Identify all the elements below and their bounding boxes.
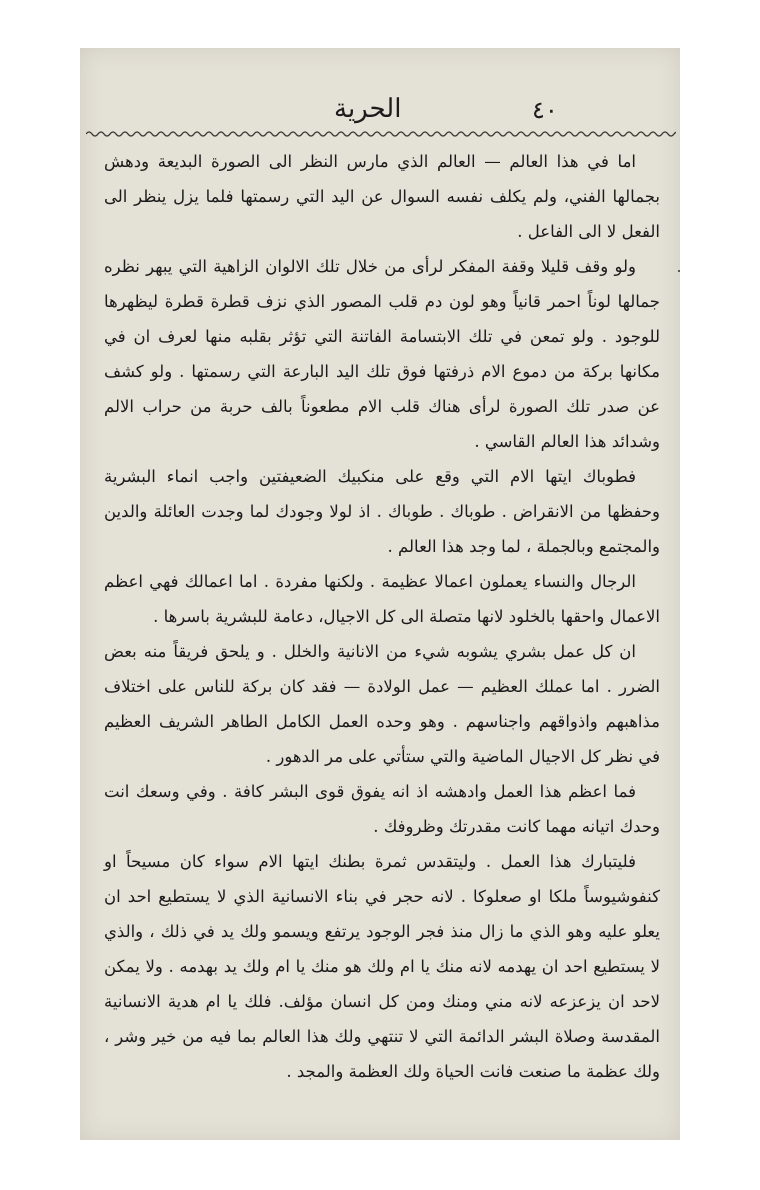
page-number: ٤٠ — [532, 96, 558, 124]
paragraph-5: ان كل عمل بشري يشوبه شيء من الانانية والخلل . و يلحق فريقاً منه بعض الضرر . اما عملك العظيم — عمل الولادة — فقد كان بركة للناس على اختلاف مذاهبهم واذواقهم واجناسهم . وهو وحده العمل الكامل الطاهر الشريف العظيم في نظر كل الاجيال الماضية والتي ستأتي على مر الدهور . — [104, 642, 660, 766]
wavy-rule-divider — [86, 130, 676, 138]
page-header — [80, 94, 680, 128]
paragraph-7: فليتبارك هذا العمل . وليتقدس ثمرة بطنك ايتها الام سواء كان مسيحاً او كنفوشيوساً ملكا او صعلوكا . لانه حجر في بناء الانسانية الذي لا يستطيع احد ان يعلو عليه وهو الذي ما زال منذ فجر الوجود يرتفع ويسمو ولك يد في ذلك ، والذي لا يستطيع احد ان يهدمه لانه منك يا ام ولك هو منك يا ام ولك يد بهدمه . ولا يمكن لاحد ان يزعزعه لانه مني ومنك ومن كل انسان مؤلف. فلك يا ام هدية الانسانية المقدسة وصلاة البشر الدائمة التي لا تنتهي ولك هذا العالم بما فيه من خير وشر ، ولك عظمة ما صنعت فانت الحياة ولك العظمة والمجد . — [104, 852, 660, 1081]
body-text — [104, 144, 660, 1089]
margin-dot — [678, 270, 680, 272]
paragraph-2: ولو وقف قليلا وقفة المفكر لرأى من خلال تلك الالوان الزاهية التي يبهر نظره جمالها لوناً احمر قانياً وهو لون دم قلب المصور الذي نزف قطرة قطرة ليظهرها للوجود . ولو تمعن في تلك الابتسامة الفاتنة التي تؤثر بقلبه منها لعرف ان في مكانها بركة من دموع الام ذرفتها فوق تلك اليد البارعة التي رسمتها . ولو كشف عن صدر تلك الصورة لرأى هناك قلب الام مطعوناً بالف حربة من حراب الالم وشدائد هذا العالم القاسي . — [104, 257, 660, 451]
paragraph-6: فما اعظم هذا العمل وادهشه اذ انه يفوق قوى البشر كافة . وفي وسعك انت وحدك اتيانه مهما كانت مقدرتك وظروفك . — [104, 782, 660, 836]
paragraph-4: الرجال والنساء يعملون اعمالا عظيمة . ولكنها مفردة . اما اعمالك فهي اعظم الاعمال واحقها بالخلود لانها متصلة الى كل الاجيال، دعامة للبشرية باسرها . — [104, 572, 660, 626]
paragraph-3: فطوباك ايتها الام التي وقع على منكبيك الضعيفتين واجب انماء البشرية وحفظها من الانقراض . طوباك . طوباك . اذ لولا وجودك لما وجدت العائلة والدين والمجتمع وبالجملة ، لما وجد هذا العالم . — [104, 467, 660, 556]
running-title: الحرية — [334, 94, 402, 124]
book-page — [80, 48, 680, 1140]
paragraph-1: اما في هذا العالم — العالم الذي مارس النظر الى الصورة البديعة ودهش بجمالها الفني، ولم يكلف نفسه السوال عن اليد التي رسمتها فلما يزل ينظر الى الفعل لا الى الفاعل . — [104, 152, 660, 241]
